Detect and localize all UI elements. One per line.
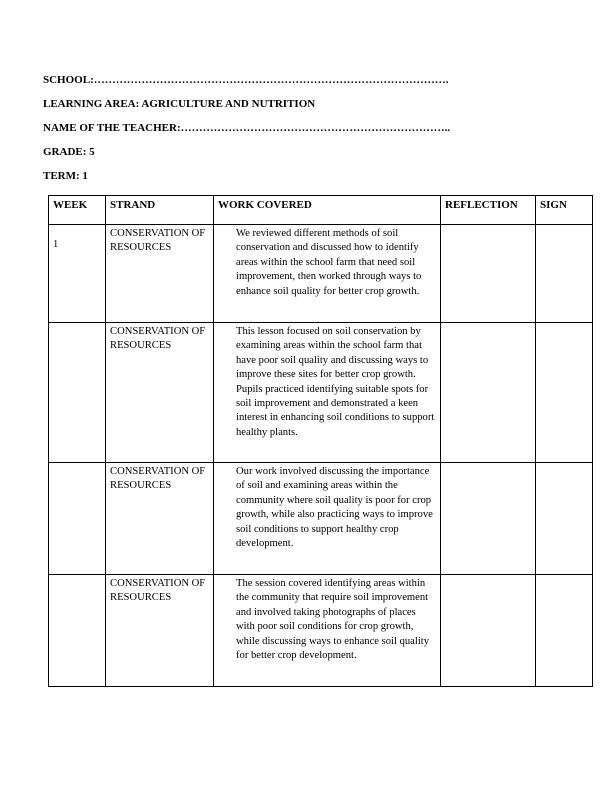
term: TERM: 1 (43, 170, 88, 182)
table-row (49, 463, 593, 575)
records-table (48, 195, 593, 687)
strand-cell: CONSERVATION OF RESOURCES (106, 463, 214, 575)
col-sign: SIGN (536, 196, 593, 225)
week-cell (49, 323, 106, 463)
learning-area: LEARNING AREA: AGRICULTURE AND NUTRITION (43, 98, 316, 110)
work-cell: Our work involved discussing the importance of soil and examining areas within the community where soil quality is poor for crop growth, while also practicing ways to improve soil conditions to support healthy crop development. (214, 463, 441, 575)
table-row (49, 323, 593, 463)
col-strand: STRAND (106, 196, 214, 225)
reflection-cell (441, 225, 536, 323)
work-cell: This lesson focused on soil conservation by examining areas within the school farm that have poor soil quality and discussing ways to improve these sites for better crop growth. Pupils practiced identifying suitable spots for soil improvement and demonstrated a keen interest in enhancing soil conditions to support healthy plants. (214, 323, 441, 463)
week-cell: 1 (49, 225, 106, 323)
sign-cell (536, 463, 593, 575)
reflection-cell (441, 323, 536, 463)
col-reflection: REFLECTION (441, 196, 536, 225)
reflection-cell (441, 463, 536, 575)
col-work-covered: WORK COVERED (214, 196, 441, 225)
sign-cell (536, 323, 593, 463)
strand-cell: CONSERVATION OF RESOURCES (106, 575, 214, 687)
table-header-row (49, 196, 593, 225)
sign-cell (536, 225, 593, 323)
school-field: SCHOOL:……………………………………………………………………………………. (43, 74, 449, 86)
strand-cell: CONSERVATION OF RESOURCES (106, 225, 214, 323)
week-cell (49, 575, 106, 687)
week-cell (49, 463, 106, 575)
work-cell: We reviewed different methods of soil conservation and discussed how to identify areas within the school farm that need soil improvement, then worked through ways to enhance soil quality for better crop growth. (214, 225, 441, 323)
table-row (49, 225, 593, 323)
col-week: WEEK (49, 196, 106, 225)
table-row (49, 575, 593, 687)
work-cell: The session covered identifying areas within the community that require soil improvement and involved taking photographs of places with poor soil conditions for crop growth, while discussing ways to enhance soil quality for better crop development. (214, 575, 441, 687)
strand-cell: CONSERVATION OF RESOURCES (106, 323, 214, 463)
teacher-name-field: NAME OF THE TEACHER:……………………………………………………………….. (43, 122, 451, 134)
sign-cell (536, 575, 593, 687)
reflection-cell (441, 575, 536, 687)
grade: GRADE: 5 (43, 146, 95, 158)
